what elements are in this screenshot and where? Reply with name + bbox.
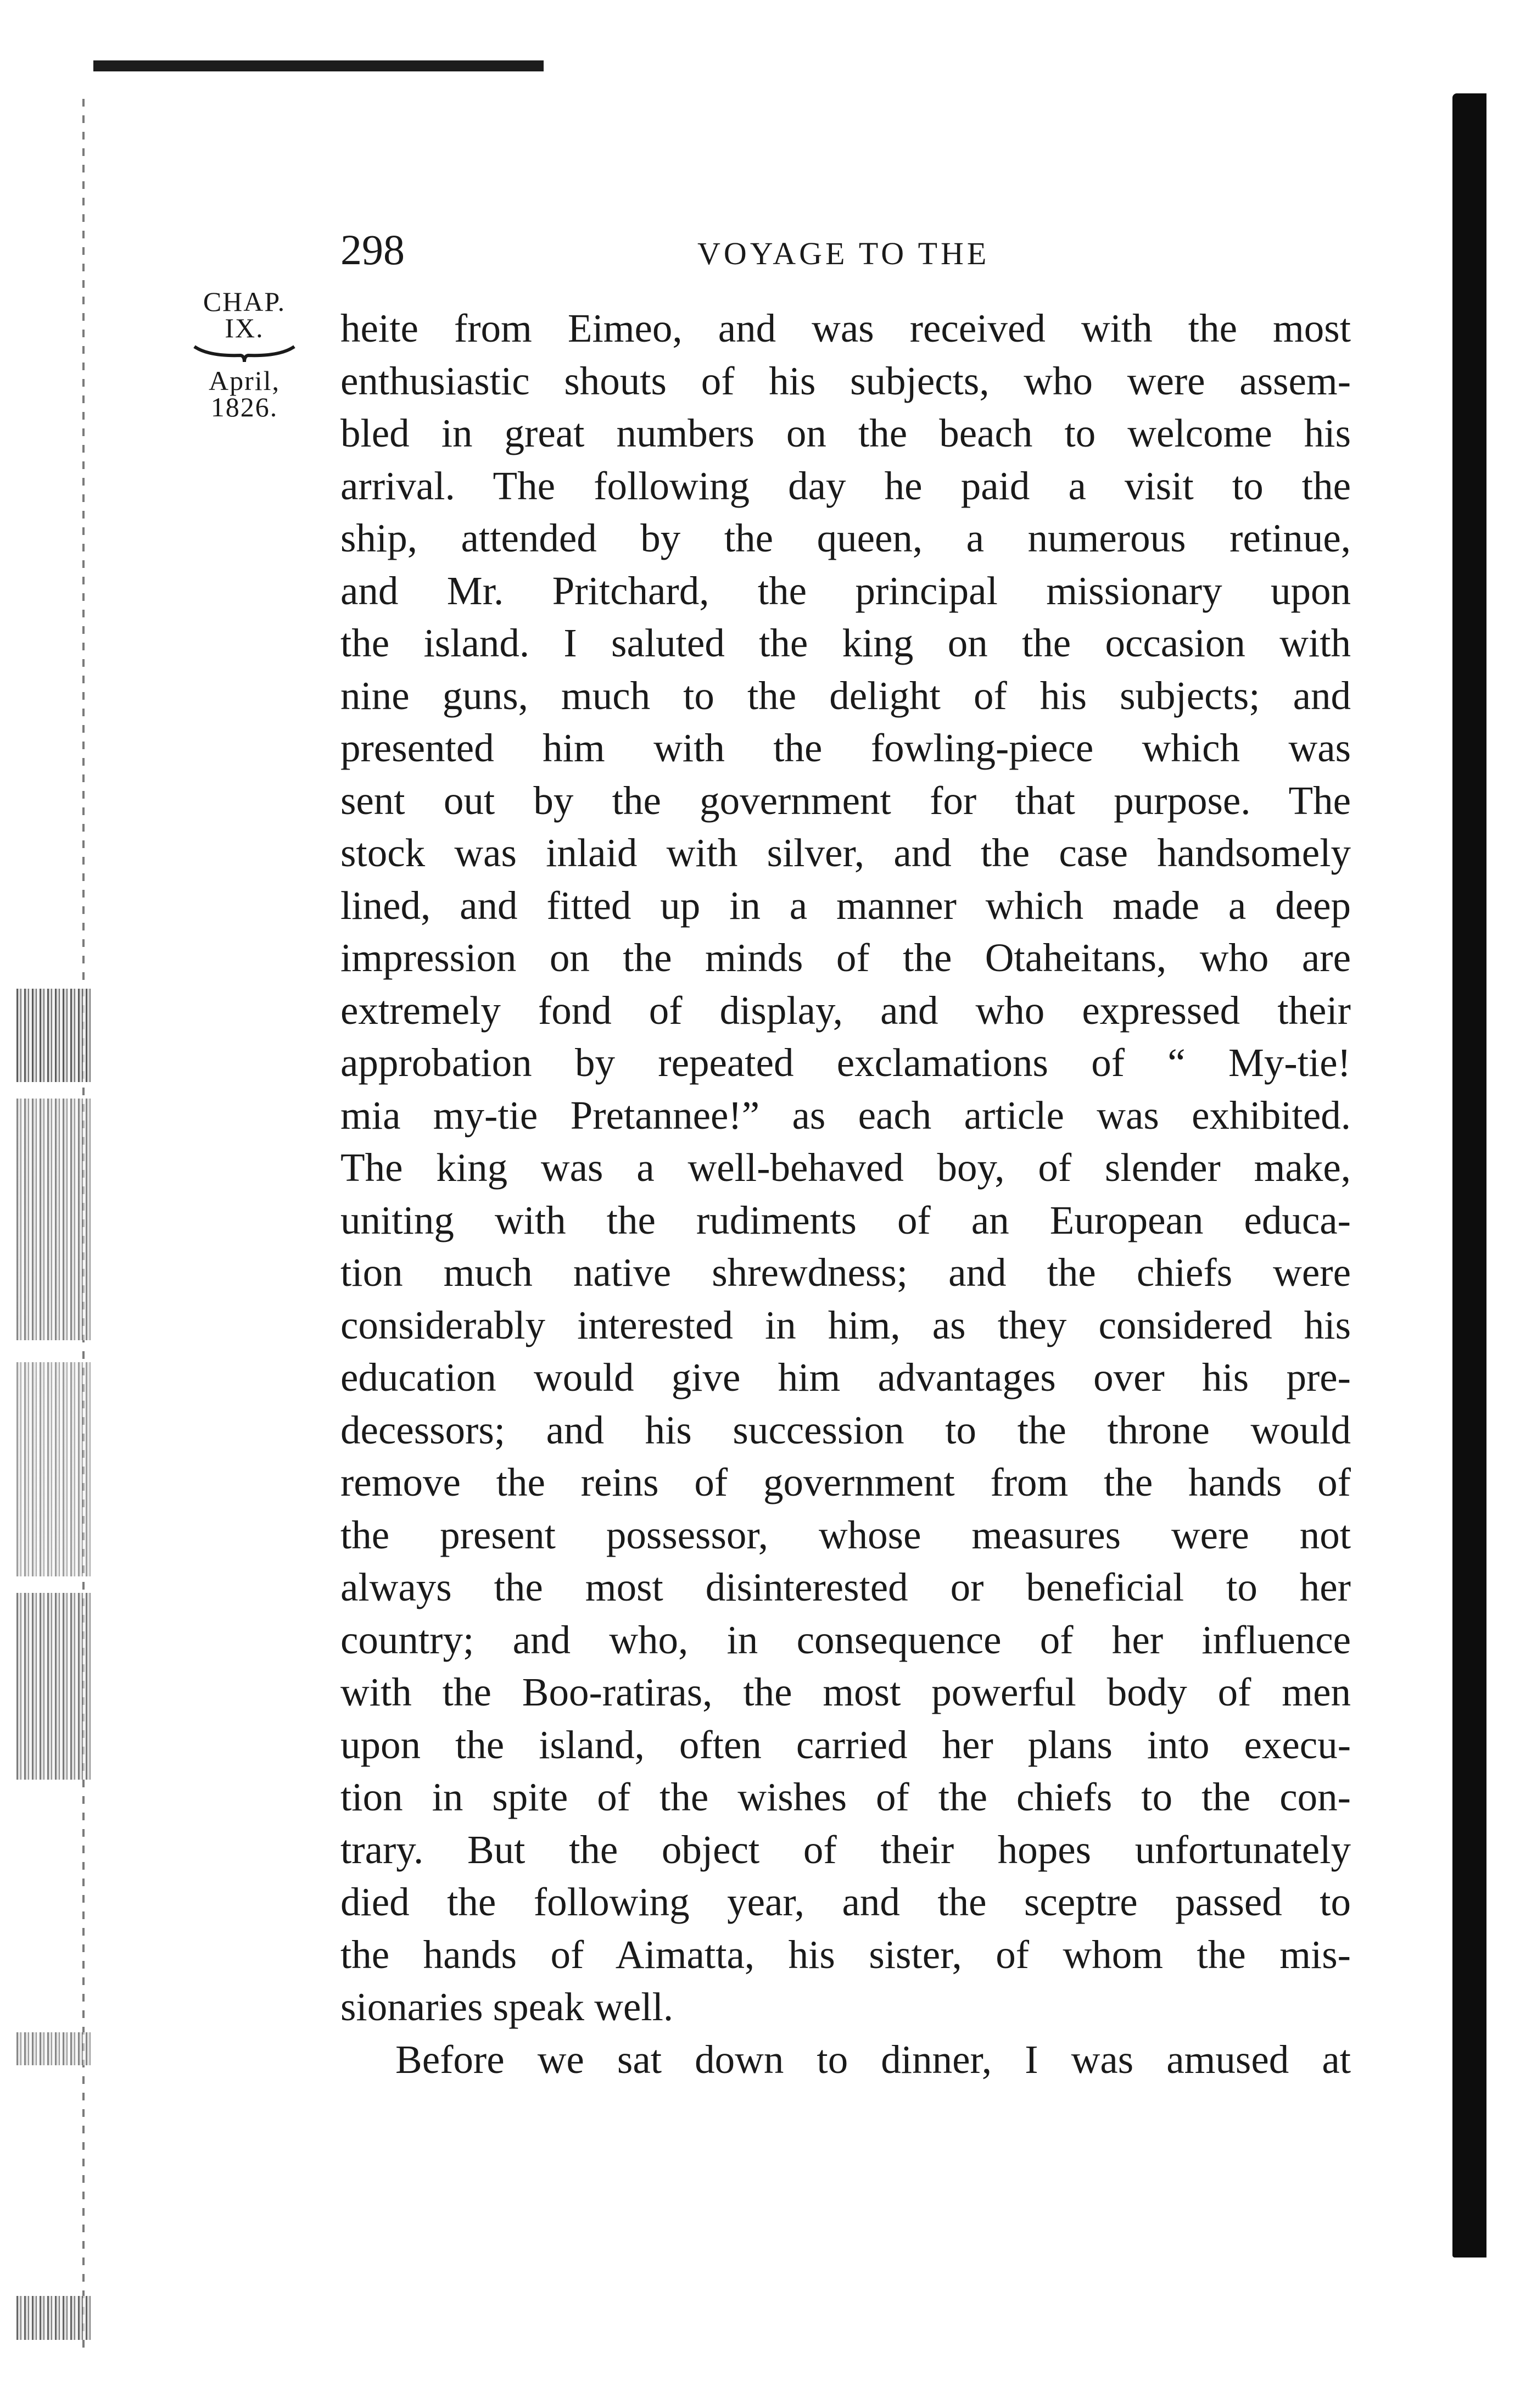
body-text (340, 302, 1351, 2086)
top-rule (93, 60, 544, 71)
bleed-through-artifact (16, 2032, 91, 2065)
text-line: lined, and fitted up in a manner which made a deep (340, 883, 1351, 928)
text-line: impression on the minds of the Otaheitans, who are (340, 935, 1351, 980)
text-line: extremely fond of display, and who expressed their (340, 988, 1351, 1033)
text-line: presented him with the fowling-piece which was (340, 726, 1351, 770)
text-line: education would give him advantages over his pre- (340, 1355, 1351, 1400)
text-line: and Mr. Pritchard, the principal missionary upon (340, 568, 1351, 613)
margin-note-month: April, (208, 365, 281, 396)
bleed-through-artifact (16, 1593, 91, 1780)
text-line: uniting with the rudiments of an European educa- (340, 1197, 1351, 1242)
bleed-through-artifact (16, 1362, 91, 1576)
text-line: stock was inlaid with silver, and the case handsomely (340, 830, 1351, 875)
text-line: bled in great numbers on the beach to welcome his (340, 411, 1351, 455)
text-line: decessors; and his succession to the throne would (340, 1407, 1351, 1452)
brace-icon (192, 344, 297, 363)
text-line: arrival. The following day he paid a visit to the (340, 463, 1351, 508)
text-line: sent out by the government for that purpose. The (340, 778, 1351, 823)
text-line: the island. I saluted the king on the occasion with (340, 621, 1351, 665)
running-head (340, 220, 1351, 280)
text-line: nine guns, much to the delight of his subjects; and (340, 673, 1351, 718)
page-number: 298 (340, 226, 405, 274)
bleed-through-artifact (16, 989, 91, 1082)
text-line: heite from Eimeo, and was received with the most (340, 306, 1351, 350)
text-line: country; and who, in consequence of her influence (340, 1617, 1351, 1662)
text-line: died the following year, and the sceptre passed to (340, 1880, 1351, 1924)
text-line: The king was a well-behaved boy, of slender make, (340, 1145, 1351, 1190)
text-line: the hands of Aimatta, his sister, of whom the mis- (340, 1932, 1351, 1977)
text-line: always the most disinterested or beneficial to her (340, 1565, 1351, 1609)
text-line: enthusiastic shouts of his subjects, who were assem- (340, 358, 1351, 403)
running-head-title: VOYAGE TO THE (697, 236, 990, 271)
margin-note-chapter: CHAP. (203, 286, 286, 317)
text-line-paragraph-end: sionaries speak well. (340, 1985, 674, 2029)
text-line: mia my-tie Pretannee!” as each article was exhibited. (340, 1092, 1351, 1138)
text-line: ship, attended by the queen, a numerous retinue, (340, 516, 1351, 560)
text-line: tion in spite of the wishes of the chiefs to the con- (340, 1775, 1351, 1819)
margin-note-year: 1826. (210, 392, 278, 422)
bleed-through-artifact (16, 1099, 91, 1340)
text-line: remove the reins of government from the hands of (340, 1460, 1351, 1504)
text-line: approbation by repeated exclamations of “ My-tie! (340, 1040, 1351, 1085)
bleed-through-artifact (16, 2296, 91, 2340)
text-line-paragraph-start: Before we sat down to dinner, I was amused at (395, 2037, 1351, 2082)
text-line: trary. But the object of their hopes unfortunately (340, 1827, 1351, 1872)
binding-edge-shadow (1452, 93, 1486, 2258)
text-line: considerably interested in him, as they considered his (340, 1302, 1351, 1347)
text-line: upon the island, often carried her plans into execu- (340, 1722, 1351, 1767)
text-line: the present possessor, whose measures were not (340, 1512, 1351, 1557)
margin-note-chapter-number: IX. (225, 313, 264, 343)
text-line: with the Boo-ratiras, the most powerful body of men (340, 1670, 1351, 1714)
margin-note (184, 288, 305, 420)
text-line: tion much native shrewdness; and the chiefs were (340, 1250, 1351, 1295)
